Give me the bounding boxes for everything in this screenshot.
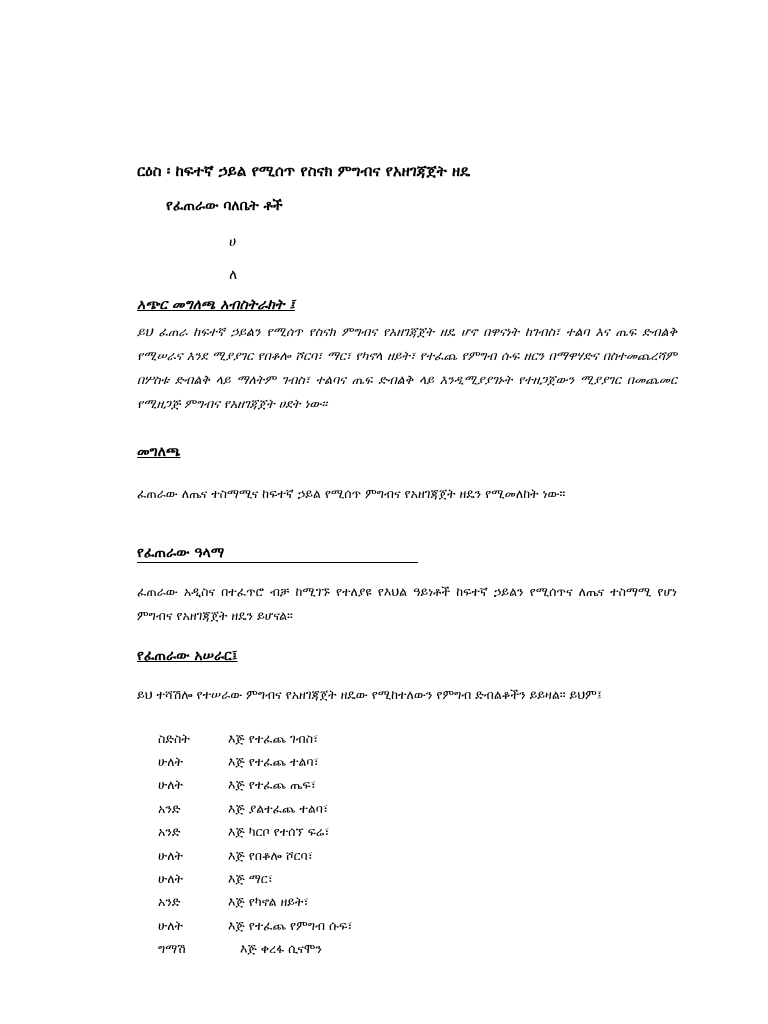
ingredient-name: እጅ ያልተፈጨ ተልባ፣ <box>228 800 329 816</box>
ingredient-name: እጅ የበቆሎ ሾርባ፣ <box>228 847 313 863</box>
ingredient-quantity: ሁለት <box>158 777 183 793</box>
list-item <box>158 914 658 937</box>
list-item <box>158 750 658 773</box>
ingredient-quantity: ስድስት <box>158 730 190 746</box>
ingredient-name: እጅ ቀረፋ ሲናሞን <box>240 941 322 957</box>
list-item <box>158 938 658 961</box>
list-item <box>158 727 658 750</box>
ingredient-name: እጅ የተፈጨ ገብስ፣ <box>228 730 319 746</box>
list-item <box>158 821 658 844</box>
goal-heading: የፈጠራው ዓላማ <box>137 545 225 561</box>
author-1: ሀ <box>229 234 237 250</box>
abstract-paragraph: ይህ ፈጠራ ከፍተኛ ኃይልን የሚሰጥ የስናክ ምግብና የአዘገጃጀት ዘዴ ሆኖ በዋናነት ከገብስ፣ ተልባ እና ጤፍ ድብልቅ የሚሠራና እንደ ሚያያገር የበቆሎ ሾርባ፣ ማር፣ የካኖላ ዘይት፣ የተፈጨ የምግብ ሱፍ ዘርን በማዋሃድና በስተመጨረሻም በሦስቱ ድብልቅ ላይ ማለትም ገብስ፣ ተልባና ጤፍ ድብልቅ ላይ እንዲሚያያገኑት የተዘጋጀውን ሚያያገር በመጨመር የሚዘጋጅ ምግብና የአዘገጃጀት ሀደት ነው። <box>137 324 677 411</box>
list-item <box>158 867 658 890</box>
ingredient-quantity: አንድ <box>158 800 181 816</box>
ingredient-quantity: አንድ <box>158 894 181 910</box>
abstract-heading: አጭር መግለጫ አብስትራክት ፤ <box>137 297 295 313</box>
ingredient-quantity: ግማሽ <box>158 941 186 957</box>
document-title: ርዕስ ፡ ከፍተኛ ኃይል የሚሰጥ የስናክ ምግብና የአዘገጃጀት ዘዴ <box>137 162 471 180</box>
list-item <box>158 797 658 820</box>
ingredient-name: እጅ የካኖል ዘይት፣ <box>228 894 309 910</box>
ingredient-quantity: ሁለት <box>158 871 183 887</box>
list-item <box>158 774 658 797</box>
authors-heading: የፈጠራው ባለቤት ቶች <box>166 198 283 214</box>
ingredient-quantity: ሁለት <box>158 917 183 933</box>
ingredient-name: እጅ ካርቦ የተሰኘ ፍሬ፣ <box>228 824 330 840</box>
ingredient-quantity: ሁለት <box>158 754 183 770</box>
list-item <box>158 844 658 867</box>
list-item <box>158 891 658 914</box>
ingredient-name: እጅ የተፈጨ ጤፍ፣ <box>228 777 316 793</box>
author-2: ለ <box>229 267 238 283</box>
intro-paragraph: ፈጠራው ለጤና ተስማሚና ከፍተኛ ኃይል የሚሰጥ ምግብና የአዘገጃጀት ዘዴን የሚመለከት ነው። <box>137 486 566 501</box>
intro-heading: መግለጫ <box>137 444 181 460</box>
method-heading: የፈጠራው አሠራር፤ <box>137 648 238 664</box>
ingredient-name: እጅ የተፈጨ የምግብ ሱፍ፣ <box>228 917 353 933</box>
goal-heading-underline <box>137 562 418 563</box>
ingredient-quantity: ሁለት <box>158 847 183 863</box>
ingredient-name: እጅ ማር፣ <box>228 871 273 887</box>
ingredient-list <box>158 727 658 961</box>
method-paragraph: ይህ ተሻሽሎ የተሠራው ምግብና የአዘገጃጀት ዘዴው የሚከተለውን የምግብ ድብልቆችን ይይዛል። ይህም፤ <box>137 687 602 702</box>
goal-paragraph: ፈጠራው አዲስና በተፈጥሮ ብቻ ከሚገኙ የተለያዩ የእህል ዓይነቶች ከፍተኛ ኃይልን የሚሰጥና ለጤና ተስማሚ የሆነ ምግብና የአዘገጃጀት ዘዴን ይሆናል። <box>137 584 677 623</box>
ingredient-name: እጅ የተፈጨ ተልባ፣ <box>228 754 319 770</box>
ingredient-quantity: አንድ <box>158 824 181 840</box>
